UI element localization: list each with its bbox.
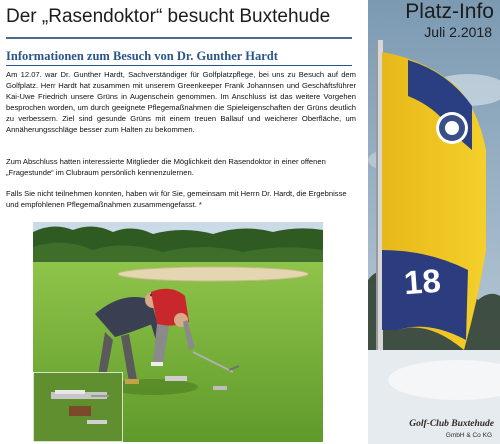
section-heading: Informationen zum Besuch von Dr. Gunther Hardt [6,49,278,63]
title-divider [6,37,352,39]
sidebar-column [368,0,500,444]
green-inspection-photo [33,222,323,442]
soil-sample-illustration [33,372,123,442]
article-paragraph-visit: Am 12.07. war Dr. Gunther Hardt, Sachverständiger für Golfplatzpflege, bei uns zu Besuch auf dem Golfplatz. Herr Hardt hat zusammen mit unserem Greenkeeper Frank Johannsen und Geschäftsführer Kai-Uwe Friedrich unsere Grüns in Augenschein genommen. Im Anschluss ist das weitere Vorgehen besprochen worden, um durch geeignete Pflegemaßnahmen die Spieleigenschaften der Grüns deutlich zu verbessern. Ziel sind gesunde Grüns mit einem treuen Ballauf und weicherer Oberfläche, um Annäherungsschläge besser zum Halten zu bekommen. [6,70,356,134]
article-paragraph-qa: Zum Abschluss hatten interessierte Mitglieder die Möglichkeit den Rasendoktor in einer offenen „Fragestunde“ im Clubraum persönlich kennenzulernen. [6,157,326,177]
issue-date: Juli 2.2018 [424,24,492,40]
club-legal-form: GmbH & Co KG [445,432,492,439]
flag-illustration [368,0,500,444]
platz-info-title: Platz-Info [405,0,494,23]
flag-hole-number: 18 [402,261,442,302]
club-name: Golf-Club Buxtehude [409,419,494,429]
heading-divider [6,65,352,66]
article-paragraph-summary: Falls Sie nicht teilnehmen konnten, haben wir für Sie, gemeinsam mit Herrn Dr. Hardt, die Ergebnisse und empfohlenen Pflegemaßnahmen zusammengefasst. * [6,189,347,209]
soil-sample-inset [33,372,123,442]
article-title: Der „Rasendoktor“ besucht Buxtehude [6,6,331,27]
